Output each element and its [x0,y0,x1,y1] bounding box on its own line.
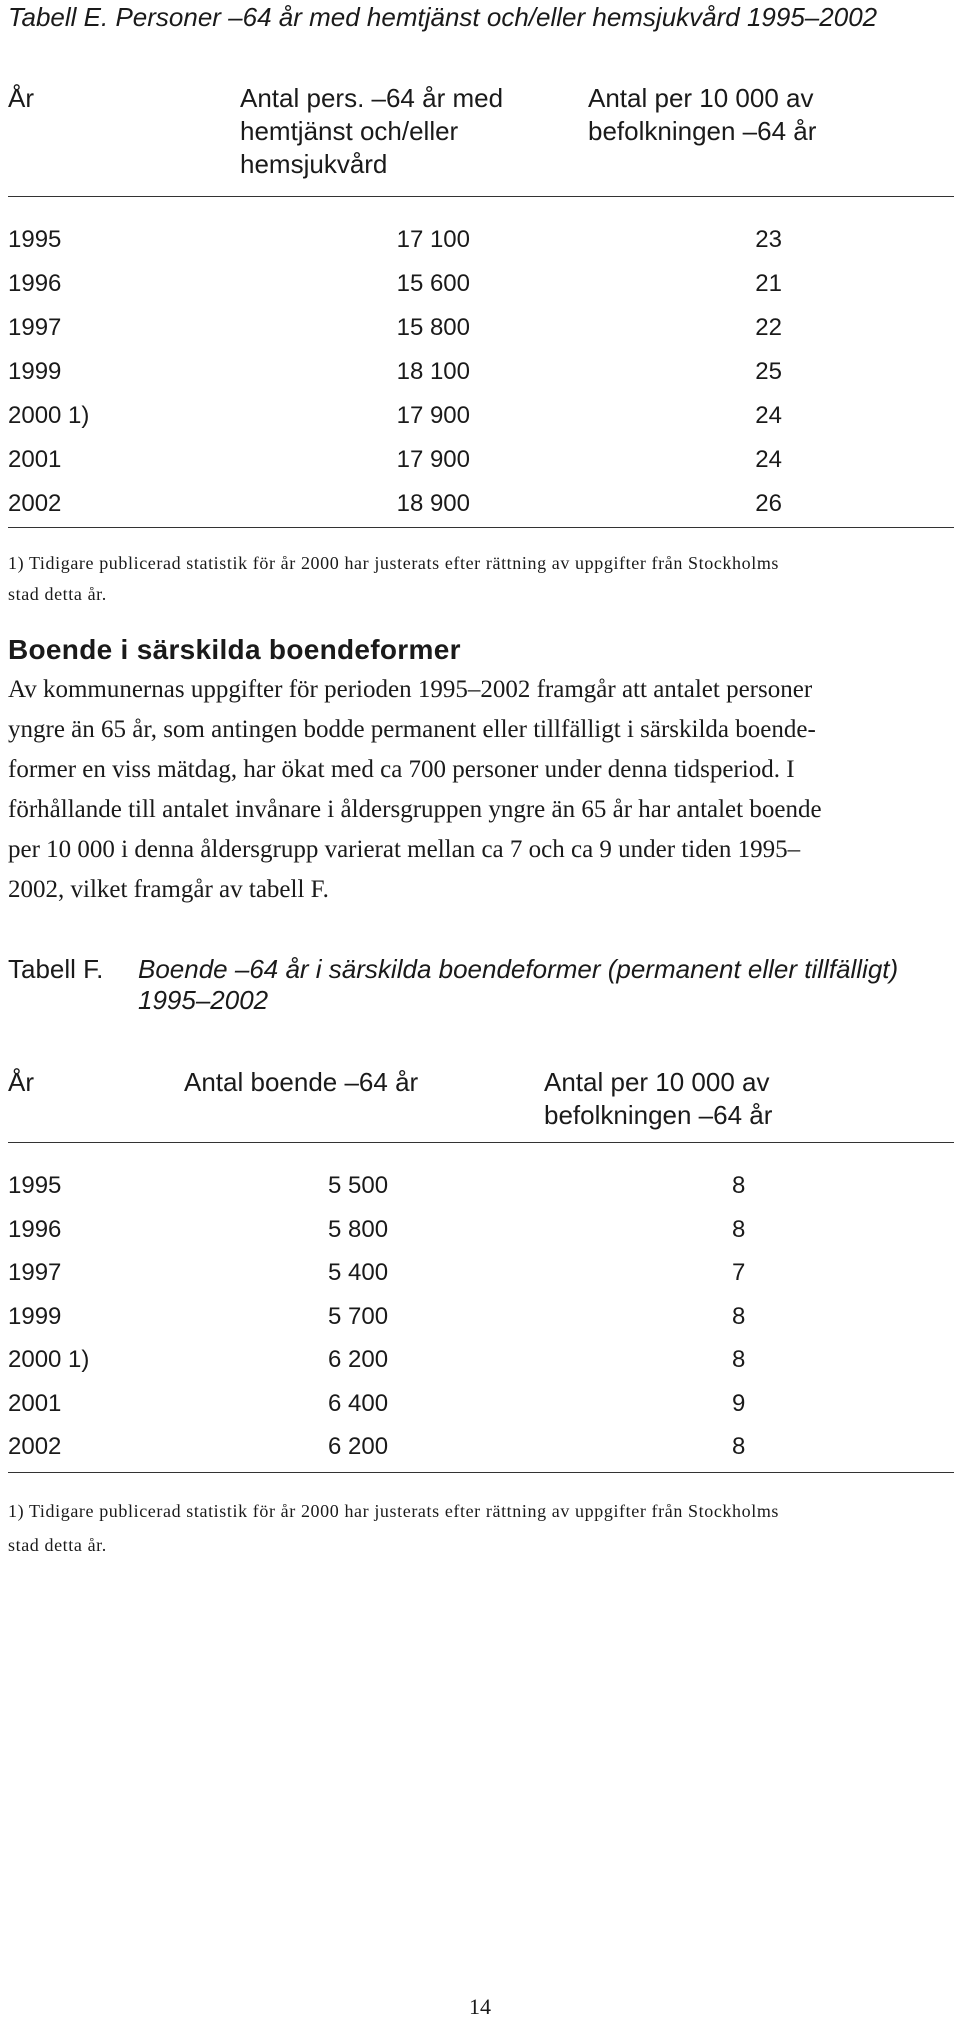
table-e-col-per-header [588,82,816,148]
per-cell: 8 [732,1215,746,1243]
table-row [0,1346,960,1390]
table-f-body [0,1172,960,1477]
footnote-line: 1) Tidigare publicerad statistik för år 2000 har justerats efter rättning av uppgifter från Stockholms [8,1501,780,1521]
count-cell: 6 200 [328,1346,389,1373]
table-f-col-year-header: År [8,1067,34,1097]
per-cell: 24 [755,446,782,473]
table-row [0,358,960,402]
table-e-caption: Tabell E. Personer –64 år med hemtjänst och/eller hemsjukvård 1995–2002 [8,2,878,32]
year-cell: 2002 [8,1433,62,1460]
per-cell: 25 [755,358,782,385]
year-cell: 1997 [8,1259,62,1286]
caption-line: Boende –64 år i särskilda boendeformer (permanent eller tillfälligt) [138,954,899,984]
table-e-body [0,226,960,534]
table-row [0,446,960,490]
count-cell: 15 800 [396,314,470,341]
table-row [0,402,960,446]
table-f-bottom-rule [8,1472,954,1473]
table-f-footnote [8,1494,954,1562]
table-f-caption [138,954,954,1016]
table-row [0,1303,960,1347]
table-row [0,226,960,270]
year-cell: 1996 [8,270,62,297]
paragraph-line: Av kommunernas uppgifter för perioden 1995–2002 framgår att antalet personer [8,676,813,703]
header-line: hemsjukvård [240,149,388,179]
count-cell: 15 600 [396,270,470,297]
count-cell: 5 700 [328,1302,389,1330]
table-f-label: Tabell F. [8,954,104,984]
table-f-col-per-header [544,1066,772,1132]
paragraph-line: per 10 000 i denna åldersgrupp varierat mellan ca 7 och ca 9 under tiden 1995– [8,836,801,863]
count-cell: 6 200 [328,1433,389,1460]
per-cell: 26 [755,490,782,517]
footnote-line: 1) Tidigare publicerad statistik för år 2000 har justerats efter rättning av uppgifter från Stockholms [8,553,780,573]
year-cell: 1995 [8,226,62,253]
caption-line: 1995–2002 [138,985,269,1015]
year-cell: 2001 [8,446,62,473]
table-row [0,1390,960,1434]
year-cell: 1996 [8,1215,62,1243]
count-cell: 18 900 [396,490,470,517]
header-line: befolkningen –64 år [588,116,817,146]
footnote-line: stad detta år. [8,1535,107,1555]
per-cell: 8 [732,1346,746,1373]
section-paragraph [8,670,954,910]
header-line: Antal per 10 000 av [588,83,814,113]
paragraph-line: yngre än 65 år, som antingen bodde permanent eller tillfälligt i särskilda boende- [8,716,816,743]
table-e-col-year-header: År [8,83,34,113]
count-cell: 18 100 [396,358,470,385]
table-row [0,314,960,358]
header-line: Antal pers. –64 år med [240,83,504,113]
table-row [0,270,960,314]
section-heading: Boende i särskilda boendeformer [8,634,461,665]
per-cell: 24 [755,402,782,429]
table-e-bottom-rule [8,527,954,528]
header-line: befolkningen –64 år [544,1100,773,1130]
table-e-col-count-header [240,82,503,181]
header-line: hemtjänst och/eller [240,116,459,146]
per-cell: 21 [755,270,782,297]
table-f-col-count-header: Antal boende –64 år [184,1067,419,1097]
per-cell: 8 [732,1172,746,1199]
paragraph-line: förhållande till antalet invånare i åldersgruppen yngre än 65 år har antalet boende [8,796,822,823]
per-cell: 8 [732,1302,746,1330]
year-cell: 1995 [8,1172,62,1199]
per-cell: 22 [755,314,782,341]
per-cell: 23 [755,226,782,253]
year-cell: 1999 [8,1302,62,1330]
count-cell: 17 100 [396,226,470,253]
paragraph-line: former en viss mätdag, har ökat med ca 700 personer under denna tidsperiod. I [8,756,795,783]
page-number: 14 [469,1994,491,2019]
per-cell: 8 [732,1433,746,1460]
per-cell: 9 [732,1389,746,1417]
table-e-header-rule [8,196,954,197]
per-cell: 7 [732,1259,746,1286]
year-cell: 2000 1) [8,402,90,429]
count-cell: 5 800 [328,1215,389,1243]
table-row [0,1172,960,1216]
table-e-footnote [8,548,954,610]
count-cell: 6 400 [328,1389,389,1417]
table-row [0,1433,960,1477]
footnote-line: stad detta år. [8,584,107,604]
year-cell: 1997 [8,314,62,341]
table-row [0,1216,960,1260]
table-row [0,1259,960,1303]
count-cell: 17 900 [396,446,470,473]
count-cell: 17 900 [396,402,470,429]
year-cell: 1999 [8,358,62,385]
count-cell: 5 400 [328,1259,389,1286]
table-f-header-rule [8,1142,954,1143]
year-cell: 2000 1) [8,1346,90,1373]
header-line: Antal per 10 000 av [544,1067,770,1097]
year-cell: 2002 [8,490,62,517]
year-cell: 2001 [8,1389,62,1417]
count-cell: 5 500 [328,1172,389,1199]
paragraph-line: 2002, vilket framgår av tabell F. [8,876,329,903]
